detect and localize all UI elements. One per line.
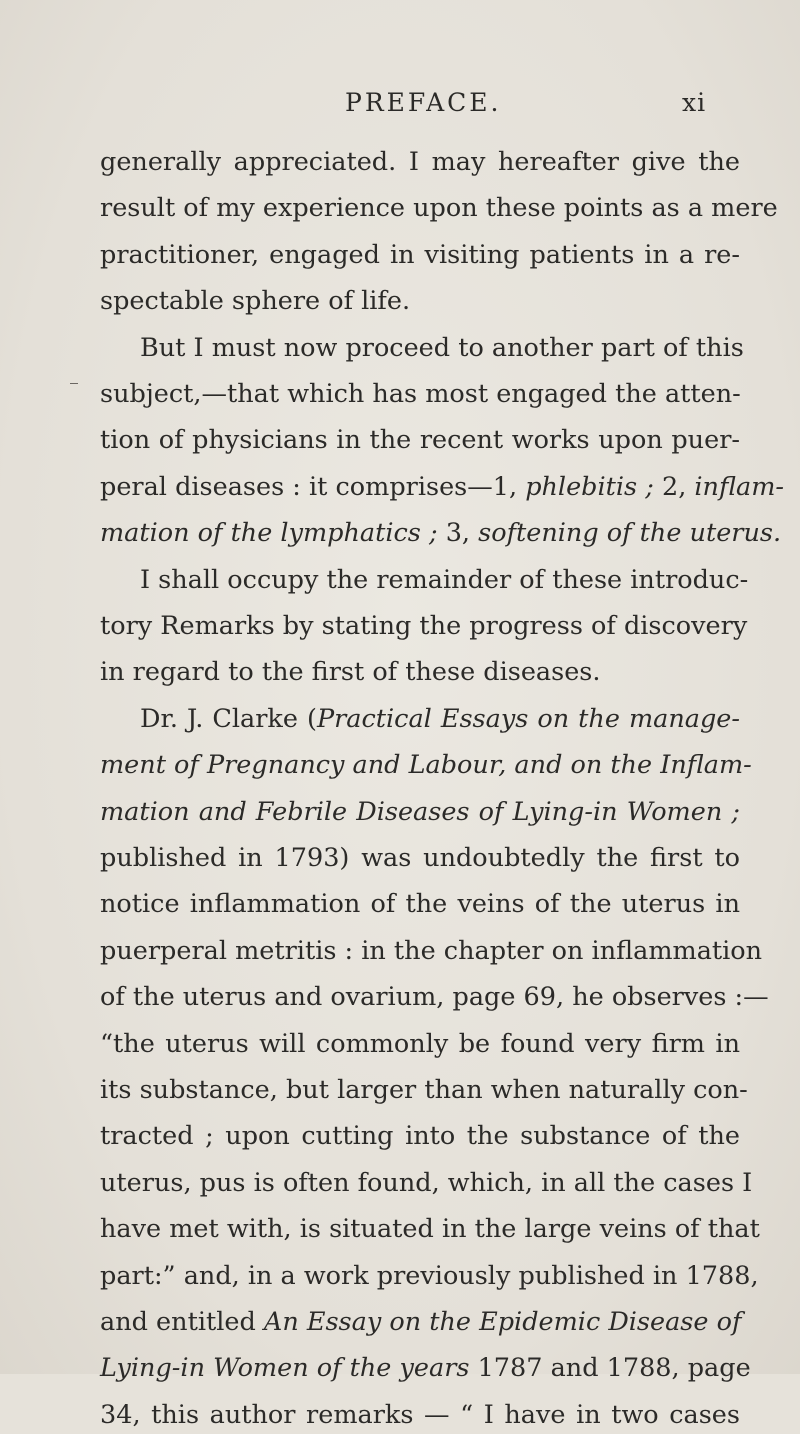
- text-line: [100, 143, 740, 181]
- text-line: [100, 282, 740, 320]
- text-segment: tory Remarks by stating the progress of discovery: [100, 611, 748, 641]
- text-segment: I shall occupy the remainder of these introduc-: [140, 564, 749, 595]
- italic-text: softening of the uterus.: [478, 518, 782, 549]
- text-segment: peral diseases : it comprises—1,: [100, 471, 526, 502]
- text-line: [100, 1349, 751, 1387]
- text-segment: practitioner, engaged in visiting patients in a re-: [100, 239, 740, 270]
- text-line: [100, 468, 784, 506]
- text-segment: spectable sphere of life.: [100, 286, 411, 317]
- text-line: [100, 793, 740, 831]
- text-line: [100, 421, 740, 459]
- text-segment: part:” and, in a work previously published in 1788,: [100, 1260, 759, 1291]
- italic-text: Practical Essays on the manage-: [316, 703, 740, 734]
- text-line: [100, 1303, 740, 1341]
- text-segment: 1787 and 1788, page: [469, 1353, 751, 1384]
- text-line: [100, 1257, 759, 1295]
- text-segment: tracted ; upon cutting into the substance of the: [100, 1121, 740, 1152]
- italic-text: An Essay on the Epidemic Disease of: [263, 1307, 742, 1337]
- text-segment: But I must now proceed to another part of this: [140, 332, 744, 363]
- text-line: [100, 1025, 740, 1063]
- text-segment: puerperal metritis : in the chapter on inflammation: [100, 935, 763, 966]
- italic-text: Lying-in Women of the years: [100, 1353, 470, 1384]
- text-line: [140, 700, 740, 738]
- text-line: [100, 885, 740, 923]
- text-line: [100, 1396, 740, 1434]
- text-line: [100, 746, 752, 784]
- text-line: [100, 1117, 740, 1155]
- text-segment: result of my experience upon these points as a mere: [100, 193, 778, 224]
- text-segment: its substance, but larger than when naturally con-: [100, 1075, 748, 1105]
- text-line: [100, 607, 748, 645]
- running-head-title: PREFACE.: [345, 88, 502, 117]
- text-segment: Dr. J. Clarke (: [140, 703, 317, 734]
- text-segment: 34, this author remarks — “ I have in two cases: [100, 1399, 740, 1430]
- text-segment: and entitled: [100, 1307, 264, 1337]
- text-segment: “the uterus will commonly be found very firm in: [100, 1028, 740, 1059]
- text-line: [100, 514, 782, 552]
- text-segment: uterus, pus is often found, which, in all the cases I: [100, 1167, 753, 1198]
- italic-text: inflam-: [694, 471, 784, 502]
- text-line: [100, 375, 740, 413]
- italic-text: ment of Pregnancy and Labour, and on the Inflam-: [100, 750, 752, 781]
- italic-text: mation and Febrile Diseases of Lying-in Women ;: [100, 796, 740, 827]
- text-segment: notice inflammation of the veins of the uterus in: [100, 889, 740, 920]
- text-line: [100, 978, 769, 1016]
- italic-text: phlebitis ;: [525, 471, 654, 502]
- text-segment: 3,: [437, 518, 479, 549]
- text-line: [140, 561, 749, 599]
- text-line: [140, 329, 744, 367]
- text-segment: published in 1793) was undoubtedly the first to: [100, 843, 740, 873]
- text-line: [100, 932, 763, 970]
- page-number: xi: [682, 88, 707, 117]
- text-line: [100, 839, 740, 877]
- text-line: [100, 236, 740, 274]
- text-segment: generally appreciated. I may hereafter give the: [100, 147, 740, 177]
- text-segment: in regard to the first of these diseases.: [100, 657, 601, 688]
- text-segment: tion of physicians in the recent works upon puer-: [100, 425, 740, 456]
- text-line: [100, 189, 778, 227]
- text-line: [100, 1071, 748, 1109]
- text-line: [100, 1210, 760, 1248]
- text-segment: of the uterus and ovarium, page 69, he observes :—: [100, 982, 769, 1013]
- text-line: [100, 653, 740, 691]
- running-head: [0, 88, 800, 128]
- margin-mark: [70, 383, 78, 384]
- text-segment: subject,—that which has most engaged the atten-: [100, 379, 741, 409]
- text-segment: have met with, is situated in the large veins of that: [100, 1214, 760, 1245]
- text-segment: 2,: [653, 471, 695, 502]
- italic-text: mation of the lymphatics ;: [100, 518, 438, 549]
- text-line: [100, 1164, 753, 1202]
